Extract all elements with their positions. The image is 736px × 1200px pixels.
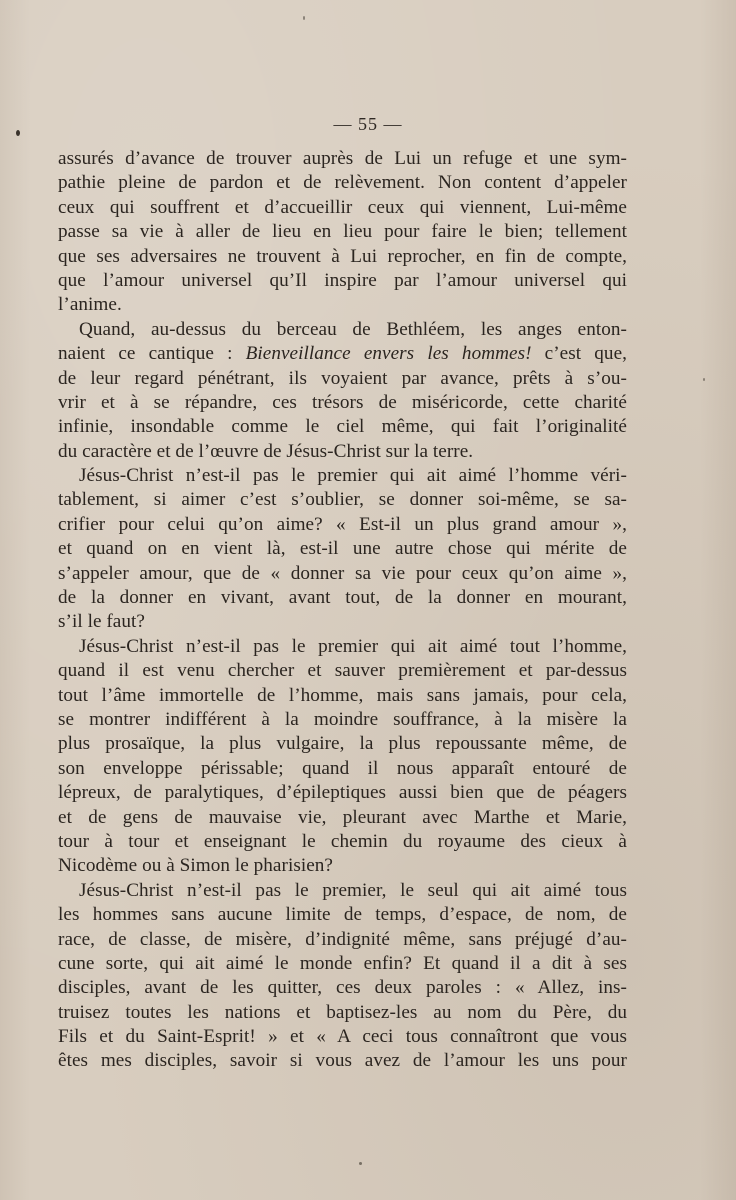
text-line: que l’amour universel qu’Il inspire par l’amour universel qui — [58, 269, 627, 291]
paragraph — [58, 147, 627, 318]
body-text — [58, 147, 627, 1074]
text-line-with-italic — [58, 342, 627, 366]
paragraph — [58, 879, 627, 1074]
text-line: lépreux, de paralytiques, d’épileptiques aussi bien que de péagers — [58, 782, 627, 804]
text-line: plus prosaïque, la plus vulgaire, la plus repoussante même, de — [58, 733, 627, 755]
text-line: se montrer indifférent à la moindre souffrance, à la misère la — [58, 708, 627, 730]
paper-speck — [703, 378, 705, 381]
text-line: assurés d’avance de trouver auprès de Lui un refuge et une sym- — [58, 148, 627, 169]
paper-speck — [303, 16, 305, 20]
text-line: tout l’âme immortelle de l’homme, mais sans jamais, pour cela, — [58, 684, 627, 706]
paragraph — [58, 635, 627, 879]
text-line: crifier pour celui qu’on aime? « Est-il un plus grand amour », — [58, 513, 627, 535]
text-line: race, de classe, de misère, d’indignité même, sans préjugé d’au- — [58, 928, 627, 950]
text-line: disciples, avant de les quitter, ces deux paroles : « Allez, ins- — [58, 977, 627, 999]
paper-speck — [16, 130, 20, 136]
text-line: les hommes sans aucune limite de temps, d’espace, de nom, de — [58, 904, 627, 926]
text-line: de la donner en vivant, avant tout, de la donner en mourant, — [58, 587, 627, 609]
text-line: son enveloppe périssable; quand il nous apparaît entouré de — [58, 757, 627, 779]
text-line: Jésus-Christ n’est-il pas le premier qui ait aimé l’homme véri- — [79, 465, 627, 487]
text-line: et quand on en vient là, est-il une autre chose qui mérite de — [58, 538, 627, 560]
text-line: vrir et à se répandre, ces trésors de miséricorde, cette charité — [58, 391, 627, 413]
text-line: infinie, insondable comme le ciel même, qui fait l’originalité — [58, 416, 627, 438]
text-line: s’il le faut? — [58, 611, 145, 633]
text-line: êtes mes disciples, savoir si vous avez de l’amour les uns pour — [58, 1050, 627, 1072]
text-line: que ses adversaires ne trouvent à Lui reprocher, en fin de compte, — [58, 245, 627, 267]
text-line: ceux qui souffrent et d’accueillir ceux qui viennent, Lui-même — [58, 196, 627, 218]
text-line: de leur regard pénétrant, ils voyaient par avance, prêts à s’ou- — [58, 367, 627, 389]
text-line: du caractère et de l’œuvre de Jésus-Christ sur la terre. — [58, 440, 474, 462]
text-run: c’est que, — [531, 343, 627, 365]
paragraph — [58, 464, 627, 635]
text-line: Fils et du Saint-Esprit! » et « A ceci tous connaîtront que vous — [58, 1026, 627, 1048]
text-line: pathie pleine de pardon et de relèvement. Non content d’appeler — [58, 172, 627, 194]
text-line: Quand, au-dessus du berceau de Bethléem, les anges enton- — [79, 318, 627, 340]
text-line: et de gens de mauvaise vie, pleurant avec Marthe et Marie, — [58, 806, 627, 828]
text-line: quand il est venu chercher et sauver premièrement et par-dessus — [58, 660, 627, 682]
text-line: s’appeler amour, que de « donner sa vie pour ceux qu’on aime », — [58, 562, 627, 584]
text-line: passe sa vie à aller de lieu en lieu pour faire le bien; tellement — [58, 221, 627, 243]
text-line: Jésus-Christ n’est-il pas le premier, le seul qui ait aimé tous — [79, 879, 627, 901]
text-line: cune sorte, qui ait aimé le monde enfin? Et quand il a dit à ses — [58, 952, 627, 974]
text-line: Nicodème ou à Simon le pharisien? — [58, 855, 333, 877]
italic-quote: Bienveillance envers les hommes! — [245, 343, 532, 365]
text-line: Jésus-Christ n’est-il pas le premier qui ait aimé tout l’homme, — [79, 635, 627, 657]
text-line: truisez toutes les nations et baptisez-les au nom du Père, du — [58, 1001, 627, 1023]
paragraph — [58, 318, 627, 464]
text-run: naient ce cantique : — [58, 343, 246, 365]
text-line: l’anime. — [58, 294, 122, 316]
paper-speck — [359, 1162, 362, 1165]
text-line: tablement, si aimer c’est s’oublier, se donner soi-même, se sa- — [58, 489, 627, 511]
page-number: — 55 — — [333, 114, 403, 134]
text-line: tour à tour et enseignant le chemin du royaume des cieux à — [58, 830, 627, 852]
